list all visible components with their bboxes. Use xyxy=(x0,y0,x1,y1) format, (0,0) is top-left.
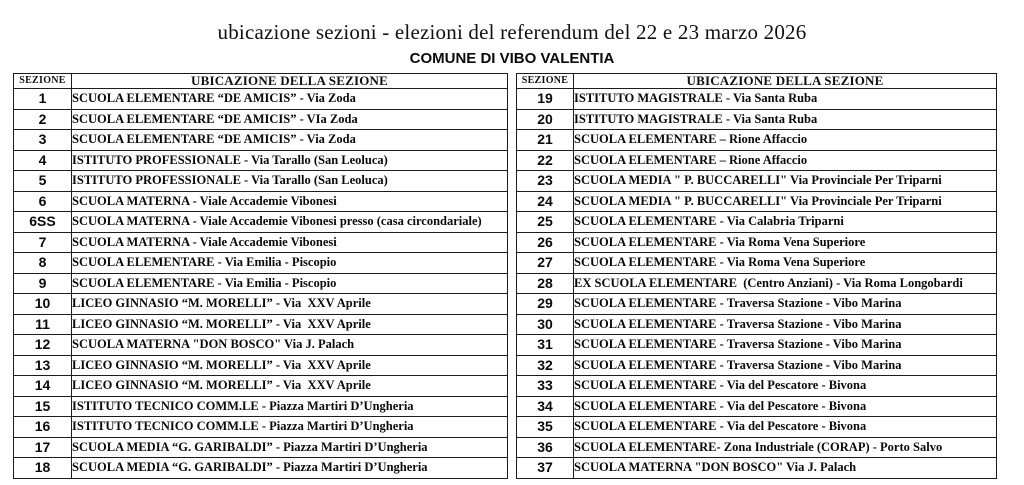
table-row xyxy=(14,212,508,233)
section-location: SCUOLA MATERNA "DON BOSCO" Via J. Palach xyxy=(72,335,508,356)
section-number: 22 xyxy=(517,150,574,171)
section-location: SCUOLA MEDIA “G. GARIBALDI” - Piazza Martiri D’Ungheria xyxy=(72,458,508,479)
section-number: 19 xyxy=(517,89,574,110)
section-number: 24 xyxy=(517,191,574,212)
section-location: SCUOLA ELEMENTARE - Traversa Stazione - Vibo Marina xyxy=(574,335,997,356)
section-number: 6 xyxy=(14,191,72,212)
table-row xyxy=(517,335,997,356)
section-location: SCUOLA ELEMENTARE- Zona Industriale (CORAP) - Porto Salvo xyxy=(574,437,997,458)
section-number: 12 xyxy=(14,335,72,356)
table-row xyxy=(517,253,997,274)
table-row xyxy=(517,130,997,151)
section-location: SCUOLA MEDIA " P. BUCCARELLI" Via Provinciale Per Triparni xyxy=(574,191,997,212)
section-location: SCUOLA ELEMENTARE – Rione Affaccio xyxy=(574,150,997,171)
section-location: ISTITUTO MAGISTRALE - Via Santa Ruba xyxy=(574,109,997,130)
column-header-ubicazione: UBICAZIONE DELLA SEZIONE xyxy=(72,74,508,89)
section-number: 27 xyxy=(517,253,574,274)
section-location: LICEO GINNASIO “M. MORELLI” - Via XXV Aprile xyxy=(72,294,508,315)
table-row xyxy=(14,335,508,356)
table-row xyxy=(14,191,508,212)
section-number: 3 xyxy=(14,130,72,151)
table-row xyxy=(517,109,997,130)
table-row xyxy=(14,130,508,151)
table-row xyxy=(14,355,508,376)
section-number: 25 xyxy=(517,212,574,233)
table-row xyxy=(517,376,997,397)
table-row xyxy=(14,273,508,294)
section-location: SCUOLA MEDIA “G. GARIBALDI” - Piazza Martiri D’Ungheria xyxy=(72,437,508,458)
table-header-row xyxy=(517,74,997,89)
section-number: 14 xyxy=(14,376,72,397)
table-row xyxy=(14,171,508,192)
section-number: 34 xyxy=(517,396,574,417)
section-number: 32 xyxy=(517,355,574,376)
table-row xyxy=(517,212,997,233)
section-location: SCUOLA ELEMENTARE - Via Roma Vena Superiore xyxy=(574,253,997,274)
table-row xyxy=(14,396,508,417)
table-row xyxy=(14,417,508,438)
section-number: 1 xyxy=(14,89,72,110)
table-row xyxy=(14,89,508,110)
section-number: 8 xyxy=(14,253,72,274)
section-location: LICEO GINNASIO “M. MORELLI” - Via XXV Aprile xyxy=(72,355,508,376)
section-number: 9 xyxy=(14,273,72,294)
section-number: 28 xyxy=(517,273,574,294)
section-location: SCUOLA ELEMENTARE - Via del Pescatore - Bivona xyxy=(574,376,997,397)
section-number: 13 xyxy=(14,355,72,376)
section-number: 15 xyxy=(14,396,72,417)
table-row xyxy=(14,376,508,397)
section-location: SCUOLA ELEMENTARE - Via del Pescatore - Bivona xyxy=(574,417,997,438)
column-header-sezione: SEZIONE xyxy=(517,74,574,89)
table-row xyxy=(517,314,997,335)
column-header-sezione: SEZIONE xyxy=(14,74,72,89)
section-location: SCUOLA ELEMENTARE “DE AMICIS” - Via Zoda xyxy=(72,130,508,151)
table-row xyxy=(517,273,997,294)
document-title: ubicazione sezioni - elezioni del referendum del 22 e 23 marzo 2026 xyxy=(217,20,807,44)
section-location: ISTITUTO TECNICO COMM.LE - Piazza Martiri D’Ungheria xyxy=(72,396,508,417)
section-location: SCUOLA ELEMENTARE - Via Emilia - Piscopio xyxy=(72,253,508,274)
table-row xyxy=(517,437,997,458)
section-location: SCUOLA MATERNA "DON BOSCO" Via J. Palach xyxy=(574,458,997,479)
section-location: SCUOLA ELEMENTARE “DE AMICIS” - VIa Zoda xyxy=(72,109,508,130)
table-row xyxy=(517,355,997,376)
table-row xyxy=(517,171,997,192)
section-location: SCUOLA MATERNA - Viale Accademie Vibonesi presso (casa circondariale) xyxy=(72,212,508,233)
table-row xyxy=(517,232,997,253)
table-row xyxy=(517,417,997,438)
section-number: 26 xyxy=(517,232,574,253)
document-subtitle: COMUNE DI VIBO VALENTIA xyxy=(409,50,615,67)
sections-table-right xyxy=(516,73,997,479)
section-location: SCUOLA MATERNA - Viale Accademie Vibonesi xyxy=(72,191,508,212)
section-number: 4 xyxy=(14,150,72,171)
section-number: 16 xyxy=(14,417,72,438)
table-row xyxy=(14,150,508,171)
section-number: 33 xyxy=(517,376,574,397)
sections-table-left xyxy=(13,73,508,479)
section-location: SCUOLA MATERNA - Viale Accademie Vibonesi xyxy=(72,232,508,253)
section-number: 29 xyxy=(517,294,574,315)
table-row xyxy=(517,150,997,171)
table-row xyxy=(14,458,508,479)
section-location: LICEO GINNASIO “M. MORELLI” - Via XXV Aprile xyxy=(72,376,508,397)
section-number: 23 xyxy=(517,171,574,192)
section-number: 10 xyxy=(14,294,72,315)
section-number: 35 xyxy=(517,417,574,438)
section-location: EX SCUOLA ELEMENTARE (Centro Anziani) - Via Roma Longobardi xyxy=(574,273,997,294)
section-number: 5 xyxy=(14,171,72,192)
section-number: 37 xyxy=(517,458,574,479)
section-location: SCUOLA MEDIA " P. BUCCARELLI" Via Provinciale Per Triparni xyxy=(574,171,997,192)
section-location: SCUOLA ELEMENTARE - Via Emilia - Piscopio xyxy=(72,273,508,294)
section-number: 20 xyxy=(517,109,574,130)
section-location: SCUOLA ELEMENTARE - Via Calabria Triparni xyxy=(574,212,997,233)
section-location: SCUOLA ELEMENTARE - Traversa Stazione - Vibo Marina xyxy=(574,314,997,335)
section-location: ISTITUTO TECNICO COMM.LE - Piazza Martiri D’Ungheria xyxy=(72,417,508,438)
section-number: 31 xyxy=(517,335,574,356)
section-location: SCUOLA ELEMENTARE – Rione Affaccio xyxy=(574,130,997,151)
section-location: ISTITUTO PROFESSIONALE - Via Tarallo (San Leoluca) xyxy=(72,150,508,171)
section-number: 18 xyxy=(14,458,72,479)
table-row xyxy=(517,294,997,315)
section-number: 21 xyxy=(517,130,574,151)
section-location: ISTITUTO PROFESSIONALE - Via Tarallo (San Leoluca) xyxy=(72,171,508,192)
table-row xyxy=(517,191,997,212)
table-row xyxy=(14,314,508,335)
table-row xyxy=(517,458,997,479)
section-number: 30 xyxy=(517,314,574,335)
section-number: 36 xyxy=(517,437,574,458)
sections-tables xyxy=(13,73,997,479)
section-location: SCUOLA ELEMENTARE “DE AMICIS” - Via Zoda xyxy=(72,89,508,110)
table-header-row xyxy=(14,74,508,89)
table-row xyxy=(14,294,508,315)
column-header-ubicazione: UBICAZIONE DELLA SEZIONE xyxy=(574,74,997,89)
table-row xyxy=(14,437,508,458)
section-number: 11 xyxy=(14,314,72,335)
section-location: SCUOLA ELEMENTARE - Via del Pescatore - Bivona xyxy=(574,396,997,417)
section-location: SCUOLA ELEMENTARE - Via Roma Vena Superiore xyxy=(574,232,997,253)
table-row xyxy=(14,253,508,274)
section-location: SCUOLA ELEMENTARE - Traversa Stazione - Vibo Marina xyxy=(574,355,997,376)
table-row xyxy=(517,89,997,110)
section-number: 17 xyxy=(14,437,72,458)
section-location: ISTITUTO MAGISTRALE - Via Santa Ruba xyxy=(574,89,997,110)
section-number: 6SS xyxy=(14,212,72,233)
table-row xyxy=(14,109,508,130)
table-row xyxy=(517,396,997,417)
section-number: 7 xyxy=(14,232,72,253)
table-row xyxy=(14,232,508,253)
section-number: 2 xyxy=(14,109,72,130)
section-location: SCUOLA ELEMENTARE - Traversa Stazione - Vibo Marina xyxy=(574,294,997,315)
section-location: LICEO GINNASIO “M. MORELLI” - Via XXV Aprile xyxy=(72,314,508,335)
